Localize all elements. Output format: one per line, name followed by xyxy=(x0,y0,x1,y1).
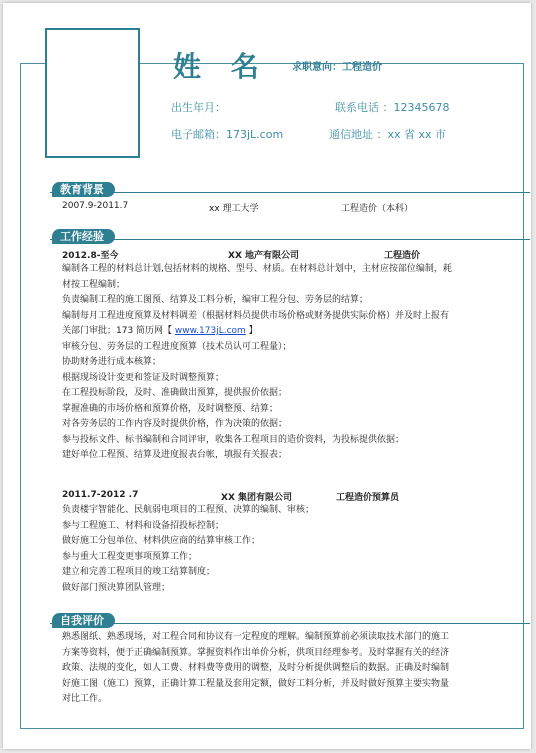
job1-line: 参与投标文件、标书编制和合同评审，收集各工程项目的造价资料，为投标提供依据； xyxy=(62,434,405,445)
job1-line: 编制各工程的材料总计划,包括材料的规格、型号、材质。在材料总计划中，主材应按部位编制，耗 xyxy=(62,264,452,274)
job2-duties xyxy=(62,503,314,596)
birth-date: 出生年月： xyxy=(171,101,226,114)
job2-position: 工程造价预算员 xyxy=(336,493,400,503)
job1-line: 关部门审批；173 简历网【 xyxy=(62,326,175,336)
job2-line: 做好部门预决算团队管理； xyxy=(62,582,171,593)
mailing-address: 通信地址 ：xx 省 xx 市 xyxy=(329,128,447,141)
website-link[interactable]: www.173jL.com xyxy=(174,326,246,336)
evaluation-divider xyxy=(50,623,530,624)
education-school: xx 理工大学 xyxy=(209,204,259,214)
work-heading: 工作经验 xyxy=(52,229,115,244)
applicant-name: 姓 名 xyxy=(173,50,269,83)
evaluation-line: 熟悉图纸、熟悉现场，对工程合同和协议有一定程度的理解。编制预算前必须读取技术部门的施工 xyxy=(62,632,450,642)
job1-period: 2012.8-至今 xyxy=(62,251,119,261)
photo-placeholder[interactable] xyxy=(45,28,140,158)
evaluation-heading: 自我评价 xyxy=(52,613,115,628)
job1-company: XX 地产有限公司 xyxy=(228,251,300,261)
job2-line: 参与工程施工、材料和设备招投标控制； xyxy=(62,520,225,531)
job1-position: 工程造价 xyxy=(384,251,421,261)
job1-line: 对各劳务层的工作内容及时提供价格，作为决策的依据； xyxy=(62,419,288,429)
job1-line: 协助财务进行成本核算； xyxy=(62,357,162,367)
job1-line: 编制每月工程进度预算及材料调差（根据材料员提供市场价格或财务提供实际价格）并及时上报有 xyxy=(62,310,450,321)
evaluation-line: 方案等资料，便于正确编制预算。掌握资料作出单价分析，供项目经理参考。及时掌握有关的经济 xyxy=(62,647,450,658)
email-address: 电子邮箱：173jL.com xyxy=(171,128,284,141)
job1-line: 负责编制工程的施工图预、结算及工料分析，编审工程分包、劳务层的结算； xyxy=(62,295,369,305)
job2-line: 建立和完善工程项目的竣工结算制度； xyxy=(62,567,216,577)
job2-line: 做好施工分包单位、材料供应商的结算审核工作； xyxy=(62,536,261,546)
job1-line-with-link xyxy=(62,324,452,340)
job1-line: 审核分包、劳务层的工程进度预算（技术员认可工程量）； xyxy=(62,341,292,352)
job1-duties xyxy=(62,262,452,464)
job2-line: 参与重大工程变更事项预算工作； xyxy=(62,551,198,562)
job2-period: 2011.7-2012 .7 xyxy=(62,490,139,500)
resume-page xyxy=(3,3,531,749)
education-divider xyxy=(50,192,530,193)
evaluation-line: 政策、法规的变化，如人工费、材料费等费用的调整，及时分析提供调整后的数据。正确及时编制 xyxy=(62,663,450,673)
evaluation-line: 对比工作。 xyxy=(62,694,108,704)
job1-line: 建好单位工程预、结算及进度报表台帐，填报有关报表； xyxy=(62,450,288,460)
job-intent: 求职意向：工程造价 xyxy=(292,62,382,73)
job1-line: 在工程投标阶段，及时、准确做出预算，提供报价依据； xyxy=(62,388,288,398)
phone-number: 联系电话 ：12345678 xyxy=(335,101,450,114)
work-divider xyxy=(50,239,530,240)
job1-line: 掌握准确的市场价格和预算价格，及时调整预、结算； xyxy=(62,403,279,414)
job1-line: 材按工程编制； xyxy=(62,279,126,290)
job2-company: XX 集团有限公司 xyxy=(221,493,293,503)
evaluation-text xyxy=(62,630,449,708)
link-bracket: 】 xyxy=(245,326,258,336)
job1-line: 根据现场设计变更和签证及时调整预算； xyxy=(62,372,225,383)
education-period: 2007.9-2011.7 xyxy=(62,201,129,211)
job2-line: 负责楼宇智能化、民航弱电项目的工程预、决算的编制、审核； xyxy=(62,505,315,515)
education-major: 工程造价（本科） xyxy=(341,204,414,214)
evaluation-line: 好施工图（施工）预算，正确计算工程量及套用定额，做好工料分析，并及时做好预算主要实物量 xyxy=(62,678,450,689)
education-heading: 教育背景 xyxy=(52,182,115,197)
